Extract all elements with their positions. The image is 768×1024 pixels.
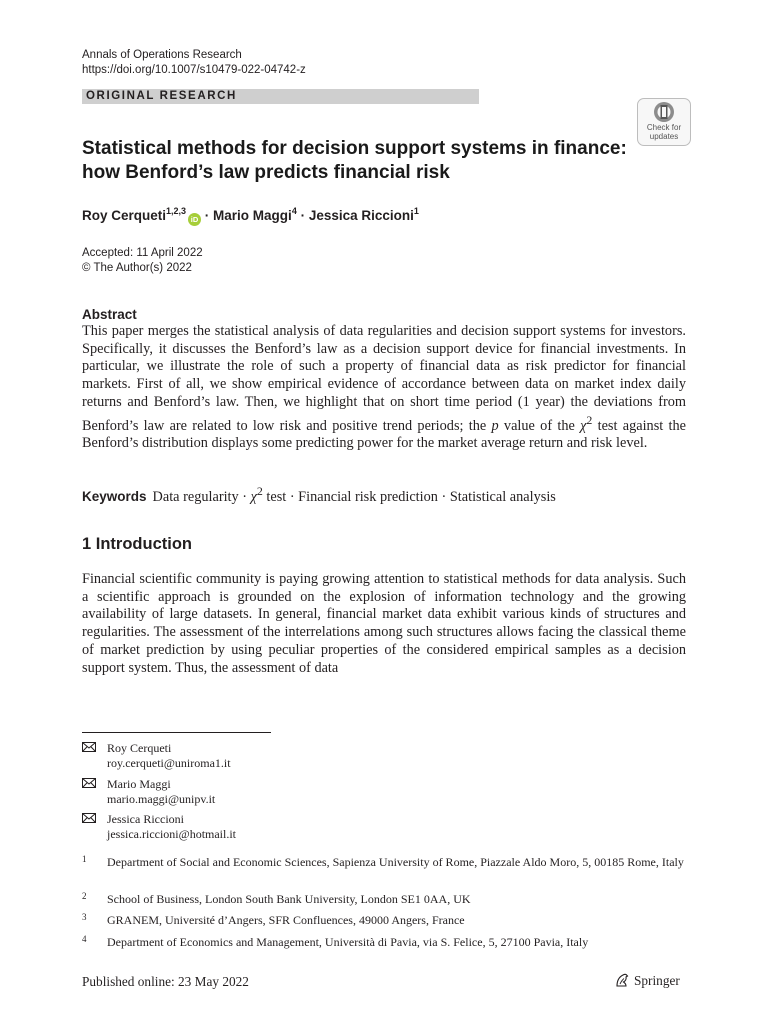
springer-horse-icon <box>614 972 630 988</box>
author-affil-sup: 1,2,3 <box>166 206 187 216</box>
abstract-chi-symbol: χ <box>580 417 587 434</box>
abstract-p-symbol: p <box>491 417 499 434</box>
envelope-icon <box>82 778 96 788</box>
accepted-date: Accepted: 11 April 2022 <box>82 247 203 259</box>
keywords <box>82 482 556 506</box>
affiliation-text: Department of Economics and Management, Università di Pavia, via S. Felice, 5, 27100 Pavia, Italy <box>107 935 589 949</box>
journal-header <box>82 48 306 78</box>
keywords-label: Keywords <box>82 488 147 504</box>
affiliation-number: 4 <box>82 934 87 944</box>
abstract-text <box>82 323 686 453</box>
contact-email[interactable]: jessica.riccioni@hotmail.it <box>107 826 237 841</box>
author-name[interactable]: Roy Cerqueti <box>82 208 167 223</box>
author-list <box>82 207 419 226</box>
abstract-part: This paper merges the statistical analysis of data regularities and decision support systems for investors. Specifically, it discusses the Benford’s law as a decision support device for financial investments. In particular, we illustrate the role of such a property of financial data as risk predictor for financial markets. First of all, we show empirical evidence of accordance between data on market index daily returns and Benford’s law. Then, we highlight that on short time period (1 year) the deviations from Benford’s law are related to low risk and positive trend periods; the <box>82 323 686 434</box>
affiliation-text: School of Business, London South Bank University, London SE1 0AA, UK <box>107 892 471 906</box>
abstract-part: test against the Benford’s distribution displays some predicting power for the market average return and risk level. <box>82 417 686 451</box>
copyright-line: © The Author(s) 2022 <box>82 262 192 274</box>
keyword-chi-symbol: χ <box>250 488 257 505</box>
footnote-divider <box>82 732 271 733</box>
introduction-text: Financial scientific community is paying growing attention to statistical methods for data analysis. Such a scientific approach is grounded on the explosion of information technology and the growing availability of large datasets. In general, financial market data exhibit various kinds of structures and regularities. The assessment of the interrelations among such structures allows facing the classical theme of market prediction by using peculiar properties of the considered empirical samples as a decision support system. Thus, the assessment of data <box>82 571 686 676</box>
contact-name: Roy Cerqueti <box>107 741 172 755</box>
section-heading-introduction: 1 Introduction <box>82 535 192 553</box>
abstract-heading: Abstract <box>82 307 137 322</box>
contact-name: Jessica Riccioni <box>107 812 184 826</box>
publisher-name: Springer <box>634 973 680 988</box>
contact-name: Mario Maggi <box>107 777 171 791</box>
keyword-chi-sup: 2 <box>256 484 263 498</box>
author-separator: · <box>201 208 214 223</box>
crossmark-icon <box>651 101 677 123</box>
author-name[interactable]: Jessica Riccioni <box>308 208 414 223</box>
affiliation-text: GRANEM, Université d’Angers, SFR Confluences, 49000 Angers, France <box>107 913 465 927</box>
badge-line1: Check for <box>646 123 682 132</box>
published-online: Published online: 23 May 2022 <box>82 974 249 989</box>
keyword-text: test · Financial risk prediction · Statistical analysis <box>262 488 556 505</box>
paper-title <box>82 137 642 185</box>
author-separator: · <box>296 208 309 223</box>
article-type-bar <box>82 89 479 104</box>
title-line2: how Benford’s law predicts financial risk <box>82 162 450 183</box>
orcid-icon[interactable]: iD <box>188 213 201 226</box>
contact-email[interactable]: roy.cerqueti@uniroma1.it <box>107 755 231 770</box>
article-dates <box>82 246 203 276</box>
journal-name: Annals of Operations Research <box>82 49 242 61</box>
keyword-text: Data regularity · <box>152 488 251 505</box>
check-for-updates-badge[interactable] <box>637 98 691 146</box>
badge-line2: updates <box>649 132 679 141</box>
title-line1: Statistical methods for decision support systems in finance: <box>82 138 627 159</box>
article-type: ORIGINAL RESEARCH <box>86 90 237 102</box>
envelope-icon <box>82 742 96 752</box>
author-affil-sup: 4 <box>291 206 297 216</box>
contact-email[interactable]: mario.maggi@unipv.it <box>107 791 216 806</box>
abstract-chi-sup: 2 <box>586 412 593 427</box>
affiliation-text: Department of Social and Economic Sciences, Sapienza University of Rome, Piazzale Aldo Moro, 5, 00185 Rome, Italy <box>107 855 684 869</box>
envelope-icon <box>82 813 96 823</box>
affiliation-number: 1 <box>82 854 87 864</box>
doi-link[interactable]: https://doi.org/10.1007/s10479-022-04742-z <box>82 64 306 76</box>
author-name[interactable]: Mario Maggi <box>213 208 292 223</box>
abstract-part: value of the <box>498 417 581 434</box>
affiliation-number: 2 <box>82 891 87 901</box>
author-affil-sup: 1 <box>413 206 419 216</box>
affiliation-number: 3 <box>82 912 87 922</box>
